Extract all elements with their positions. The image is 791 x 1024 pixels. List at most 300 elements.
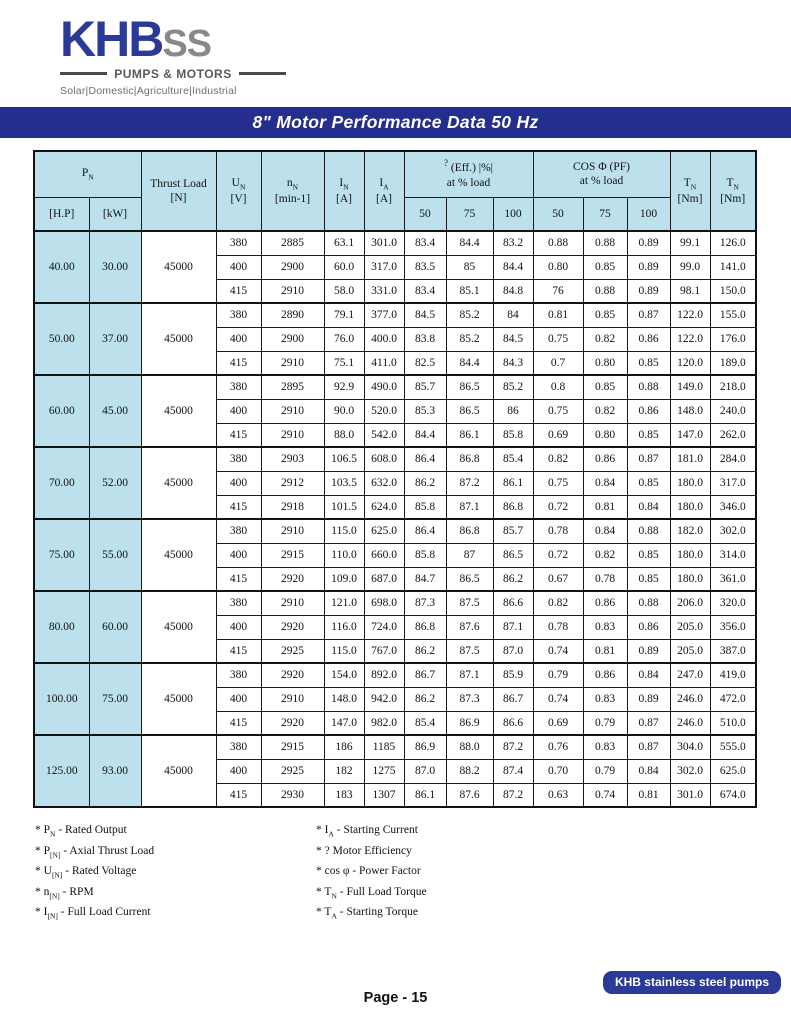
table-cell: 76 — [533, 279, 583, 303]
table-cell: 155.0 — [710, 303, 756, 327]
table-cell: 150.0 — [710, 279, 756, 303]
col-header-kw: [kW] — [89, 197, 141, 231]
table-cell: 121.0 — [324, 591, 364, 615]
table-cell: 0.79 — [583, 759, 627, 783]
table-cell: 45000 — [141, 735, 216, 807]
table-cell: 0.78 — [533, 615, 583, 639]
table-cell: 86.7 — [493, 687, 533, 711]
table-cell: 415 — [216, 783, 261, 807]
table-cell: 99.1 — [670, 231, 710, 255]
table-cell: 0.85 — [583, 303, 627, 327]
table-cell: 147.0 — [670, 423, 710, 447]
table-cell: 510.0 — [710, 711, 756, 735]
table-cell: 0.80 — [533, 255, 583, 279]
col-header-cos-50: 50 — [533, 197, 583, 231]
table-cell: 0.84 — [627, 495, 670, 519]
table-cell: 84.5 — [493, 327, 533, 351]
table-cell: 37.00 — [89, 303, 141, 375]
table-cell: 58.0 — [324, 279, 364, 303]
table-cell: 380 — [216, 375, 261, 399]
table-cell: 116.0 — [324, 615, 364, 639]
col-header-tn: $T_N$ [Nm] — [670, 151, 710, 231]
table-cell: 0.80 — [583, 423, 627, 447]
company-logo — [60, 11, 296, 97]
table-cell: 86.2 — [404, 687, 446, 711]
table-cell: 0.78 — [533, 519, 583, 543]
table-cell: 125.00 — [34, 735, 89, 807]
table-cell: 84.3 — [493, 351, 533, 375]
table-cell: 0.84 — [583, 519, 627, 543]
table-cell: 415 — [216, 351, 261, 375]
table-cell: 632.0 — [364, 471, 404, 495]
table-cell: 2910 — [261, 687, 324, 711]
table-cell: 674.0 — [710, 783, 756, 807]
footnote-item: * $n_{[N]}$ - RPM — [35, 885, 94, 900]
table-cell: 0.86 — [627, 327, 670, 351]
table-cell: 246.0 — [670, 687, 710, 711]
table-cell: 387.0 — [710, 639, 756, 663]
table-cell: 0.86 — [583, 663, 627, 687]
table-cell: 625.0 — [710, 759, 756, 783]
table-cell: 415 — [216, 639, 261, 663]
table-cell: 0.87 — [627, 447, 670, 471]
table-cell: 0.85 — [583, 255, 627, 279]
table-cell: 320.0 — [710, 591, 756, 615]
table-cell: 660.0 — [364, 543, 404, 567]
table-cell: 0.67 — [533, 567, 583, 591]
table-cell: 50.00 — [34, 303, 89, 375]
table-cell: 247.0 — [670, 663, 710, 687]
table-cell: 84 — [493, 303, 533, 327]
footnote-item: * $T_N$ - Full Load Torque — [316, 885, 427, 900]
col-header-ta: $T_N$ [Nm] — [710, 151, 756, 231]
table-cell: 625.0 — [364, 519, 404, 543]
table-body — [34, 231, 756, 807]
table-cell: 0.74 — [533, 687, 583, 711]
table-cell: 2885 — [261, 231, 324, 255]
table-cell: 45000 — [141, 663, 216, 735]
table-cell: 75.00 — [89, 663, 141, 735]
table-cell: 86.6 — [493, 591, 533, 615]
table-cell: 0.85 — [583, 375, 627, 399]
table-cell: 45000 — [141, 231, 216, 303]
performance-table — [33, 150, 757, 808]
table-cell: 0.72 — [533, 495, 583, 519]
table-cell: 75.1 — [324, 351, 364, 375]
table-cell: 361.0 — [710, 567, 756, 591]
table-cell: 380 — [216, 519, 261, 543]
table-cell: 0.83 — [583, 615, 627, 639]
col-header-eff-100: 100 — [493, 197, 533, 231]
table-cell: 98.1 — [670, 279, 710, 303]
table-cell: 86.9 — [446, 711, 493, 735]
table-cell: 377.0 — [364, 303, 404, 327]
table-cell: 93.00 — [89, 735, 141, 807]
brand-badge: KHB stainless steel pumps — [603, 971, 781, 994]
table-cell: 87.1 — [446, 495, 493, 519]
table-cell: 87.1 — [446, 663, 493, 687]
table-cell: 380 — [216, 591, 261, 615]
table-cell: 2910 — [261, 423, 324, 447]
table-cell: 0.84 — [627, 663, 670, 687]
table-cell: 85.4 — [493, 447, 533, 471]
table-cell: 205.0 — [670, 615, 710, 639]
table-cell: 176.0 — [710, 327, 756, 351]
table-cell: 154.0 — [324, 663, 364, 687]
col-header-nn: $n_N$ [min-1] — [261, 151, 324, 231]
table-cell: 2890 — [261, 303, 324, 327]
table-cell: 52.00 — [89, 447, 141, 519]
col-header-hp: [H.P] — [34, 197, 89, 231]
footnote-item: * cos φ - Power Factor — [316, 865, 421, 877]
table-cell: 85.1 — [446, 279, 493, 303]
table-row — [34, 663, 756, 687]
table-cell: 2910 — [261, 591, 324, 615]
table-cell: 101.5 — [324, 495, 364, 519]
table-cell: 0.81 — [583, 495, 627, 519]
table-cell: 85.2 — [446, 327, 493, 351]
table-cell: 380 — [216, 447, 261, 471]
col-header-efficiency: ? (Eff.) |%| at % load — [404, 151, 533, 197]
table-cell: 0.83 — [583, 735, 627, 759]
table-cell: 304.0 — [670, 735, 710, 759]
table-cell: 0.88 — [533, 231, 583, 255]
table-cell: 400 — [216, 543, 261, 567]
table-cell: 83.8 — [404, 327, 446, 351]
table-cell: 400 — [216, 327, 261, 351]
table-cell: 60.0 — [324, 255, 364, 279]
table-cell: 87.0 — [404, 759, 446, 783]
table-cell: 415 — [216, 567, 261, 591]
table-cell: 83.4 — [404, 279, 446, 303]
table-cell: 2903 — [261, 447, 324, 471]
table-cell: 0.86 — [627, 399, 670, 423]
table-cell: 0.88 — [583, 231, 627, 255]
table-cell: 0.8 — [533, 375, 583, 399]
table-cell: 87.1 — [493, 615, 533, 639]
footnotes-left — [35, 824, 316, 927]
table-cell: 92.9 — [324, 375, 364, 399]
table-cell: 84.8 — [493, 279, 533, 303]
table-cell: 415 — [216, 423, 261, 447]
table-cell: 86.7 — [404, 663, 446, 687]
table-cell: 2910 — [261, 351, 324, 375]
table-cell: 0.75 — [533, 471, 583, 495]
table-cell: 87.6 — [446, 783, 493, 807]
table-cell: 180.0 — [670, 495, 710, 519]
table-cell: 400 — [216, 759, 261, 783]
table-header — [34, 151, 756, 231]
table-cell: 86.8 — [446, 519, 493, 543]
logo-tagline-row — [60, 67, 286, 81]
table-cell: 84.4 — [446, 351, 493, 375]
table-cell: 380 — [216, 231, 261, 255]
col-header-pn: $P_N$ — [34, 151, 141, 197]
table-row — [34, 735, 756, 759]
footnote-item: * $P_N$ - Rated Output — [35, 824, 127, 839]
table-cell: 0.80 — [583, 351, 627, 375]
table-cell: 86.6 — [493, 711, 533, 735]
table-cell: 88.2 — [446, 759, 493, 783]
table-cell: 181.0 — [670, 447, 710, 471]
table-cell: 76.0 — [324, 327, 364, 351]
table-cell: 186 — [324, 735, 364, 759]
table-cell: 0.85 — [627, 567, 670, 591]
table-cell: 90.0 — [324, 399, 364, 423]
col-header-thrust: Thrust Load [N] — [141, 151, 216, 231]
table-cell: 45000 — [141, 375, 216, 447]
table-cell: 87.6 — [446, 615, 493, 639]
table-cell: 0.88 — [627, 519, 670, 543]
table-cell: 0.69 — [533, 423, 583, 447]
table-cell: 380 — [216, 663, 261, 687]
table-cell: 982.0 — [364, 711, 404, 735]
table-cell: 2925 — [261, 759, 324, 783]
footnote-item: * ? Motor Efficiency — [316, 844, 412, 857]
table-cell: 0.87 — [627, 735, 670, 759]
table-cell: 141.0 — [710, 255, 756, 279]
title-banner — [0, 107, 791, 138]
table-cell: 85.8 — [404, 543, 446, 567]
table-cell: 120.0 — [670, 351, 710, 375]
table-cell: 2900 — [261, 255, 324, 279]
table-cell: 0.81 — [533, 303, 583, 327]
table-cell: 2915 — [261, 735, 324, 759]
table-cell: 411.0 — [364, 351, 404, 375]
table-cell: 724.0 — [364, 615, 404, 639]
table-cell: 182 — [324, 759, 364, 783]
footnote-item: * $T_A$ - Starting Torque — [316, 906, 418, 921]
table-cell: 0.82 — [583, 327, 627, 351]
table-cell: 2920 — [261, 615, 324, 639]
table-cell: 86.8 — [404, 615, 446, 639]
table-cell: 75.00 — [34, 519, 89, 591]
table-cell: 86.1 — [404, 783, 446, 807]
table-cell: 2915 — [261, 543, 324, 567]
table-cell: 400 — [216, 687, 261, 711]
table-cell: 246.0 — [670, 711, 710, 735]
table-cell: 87.3 — [446, 687, 493, 711]
table-cell: 109.0 — [324, 567, 364, 591]
table-cell: 0.85 — [627, 351, 670, 375]
table-cell: 148.0 — [324, 687, 364, 711]
footnote-item: * $I_{[N]}$ - Full Load Current — [35, 906, 151, 921]
col-header-eff-50: 50 — [404, 197, 446, 231]
table-cell: 45000 — [141, 303, 216, 375]
table-cell: 86.4 — [404, 447, 446, 471]
table-cell: 240.0 — [710, 399, 756, 423]
table-cell: 0.89 — [627, 279, 670, 303]
table-cell: 85.9 — [493, 663, 533, 687]
logo-tagline: PUMPS & MOTORS — [114, 66, 232, 81]
table-cell: 86.5 — [446, 567, 493, 591]
table-cell: 0.7 — [533, 351, 583, 375]
table-cell: 85.2 — [493, 375, 533, 399]
table-row — [34, 519, 756, 543]
table-cell: 0.89 — [627, 255, 670, 279]
table-cell: 284.0 — [710, 447, 756, 471]
table-cell: 1275 — [364, 759, 404, 783]
table-cell: 520.0 — [364, 399, 404, 423]
table-cell: 148.0 — [670, 399, 710, 423]
table-cell: 2920 — [261, 663, 324, 687]
table-cell: 87.5 — [446, 591, 493, 615]
col-header-un: $U_N$ [V] — [216, 151, 261, 231]
table-cell: 82.5 — [404, 351, 446, 375]
table-cell: 400 — [216, 399, 261, 423]
table-cell: 106.5 — [324, 447, 364, 471]
table-cell: 331.0 — [364, 279, 404, 303]
tagline-left-rule — [60, 72, 107, 75]
table-cell: 317.0 — [364, 255, 404, 279]
table-cell: 0.87 — [627, 303, 670, 327]
table-cell: 86.1 — [493, 471, 533, 495]
table-cell: 85.7 — [493, 519, 533, 543]
table-cell: 0.75 — [533, 399, 583, 423]
table-cell: 40.00 — [34, 231, 89, 303]
table-cell: 0.86 — [583, 447, 627, 471]
table-cell: 0.87 — [627, 711, 670, 735]
col-header-eff-75: 75 — [446, 197, 493, 231]
table-cell: 0.72 — [533, 543, 583, 567]
table-cell: 88.0 — [446, 735, 493, 759]
table-cell: 0.85 — [627, 471, 670, 495]
table-cell: 942.0 — [364, 687, 404, 711]
table-cell: 189.0 — [710, 351, 756, 375]
table-cell: 0.81 — [627, 783, 670, 807]
table-cell: 183 — [324, 783, 364, 807]
table-cell: 0.63 — [533, 783, 583, 807]
col-header-in: $I_N$ [A] — [324, 151, 364, 231]
table-cell: 542.0 — [364, 423, 404, 447]
table-cell: 86 — [493, 399, 533, 423]
table-cell: 2910 — [261, 279, 324, 303]
table-cell: 490.0 — [364, 375, 404, 399]
table-cell: 100.00 — [34, 663, 89, 735]
table-cell: 301.0 — [670, 783, 710, 807]
table-cell: 2900 — [261, 327, 324, 351]
table-cell: 0.70 — [533, 759, 583, 783]
table-row — [34, 591, 756, 615]
table-cell: 99.0 — [670, 255, 710, 279]
table-cell: 687.0 — [364, 567, 404, 591]
footnotes-right — [316, 824, 616, 927]
col-header-cos-75: 75 — [583, 197, 627, 231]
table-cell: 79.1 — [324, 303, 364, 327]
table-cell: 115.0 — [324, 519, 364, 543]
table-cell: 0.88 — [583, 279, 627, 303]
table-cell: 419.0 — [710, 663, 756, 687]
table-cell: 892.0 — [364, 663, 404, 687]
table-cell: 149.0 — [670, 375, 710, 399]
table-cell: 2910 — [261, 519, 324, 543]
table-cell: 767.0 — [364, 639, 404, 663]
table-cell: 0.74 — [583, 783, 627, 807]
table-cell: 84.4 — [404, 423, 446, 447]
table-cell: 85.8 — [404, 495, 446, 519]
logo-industries: Solar|Domestic|Agriculture|Industrial — [60, 84, 237, 97]
table-cell: 45000 — [141, 519, 216, 591]
table-cell: 2930 — [261, 783, 324, 807]
table-cell: 0.78 — [583, 567, 627, 591]
table-cell: 0.82 — [583, 399, 627, 423]
table-cell: 45.00 — [89, 375, 141, 447]
table-cell: 0.89 — [627, 687, 670, 711]
table-cell: 0.79 — [583, 711, 627, 735]
table-cell: 400 — [216, 255, 261, 279]
logo-wordmark — [60, 11, 296, 67]
table-cell: 86.5 — [446, 375, 493, 399]
table-cell: 1307 — [364, 783, 404, 807]
table-cell: 80.00 — [34, 591, 89, 663]
table-cell: 317.0 — [710, 471, 756, 495]
table-cell: 415 — [216, 279, 261, 303]
table-cell: 0.85 — [627, 423, 670, 447]
table-cell: 2920 — [261, 711, 324, 735]
table-cell: 55.00 — [89, 519, 141, 591]
table-cell: 87.4 — [493, 759, 533, 783]
table-cell: 87 — [446, 543, 493, 567]
table-cell: 86.4 — [404, 519, 446, 543]
table-cell: 262.0 — [710, 423, 756, 447]
table-cell: 2918 — [261, 495, 324, 519]
table-cell: 180.0 — [670, 543, 710, 567]
table-cell: 85.2 — [446, 303, 493, 327]
table-cell: 0.88 — [627, 375, 670, 399]
table-cell: 0.89 — [627, 231, 670, 255]
table-cell: 86.8 — [446, 447, 493, 471]
table-cell: 85.4 — [404, 711, 446, 735]
table-cell: 2895 — [261, 375, 324, 399]
table-cell: 83.5 — [404, 255, 446, 279]
table-cell: 0.76 — [533, 735, 583, 759]
table-cell: 0.82 — [583, 543, 627, 567]
table-cell: 86.2 — [493, 567, 533, 591]
table-cell: 0.89 — [627, 639, 670, 663]
table-cell: 380 — [216, 735, 261, 759]
table-cell: 1185 — [364, 735, 404, 759]
table-cell: 86.2 — [404, 639, 446, 663]
table-cell: 2920 — [261, 567, 324, 591]
table-cell: 2910 — [261, 399, 324, 423]
table-cell: 122.0 — [670, 303, 710, 327]
table-cell: 2925 — [261, 639, 324, 663]
table-cell: 45000 — [141, 447, 216, 519]
table-cell: 87.2 — [493, 783, 533, 807]
table-cell: 0.82 — [533, 591, 583, 615]
table-cell: 0.85 — [627, 543, 670, 567]
table-cell: 85.7 — [404, 375, 446, 399]
table-cell: 83.2 — [493, 231, 533, 255]
logo-brand-suffix: SS — [162, 23, 212, 65]
table-cell: 180.0 — [670, 471, 710, 495]
col-header-cos-100: 100 — [627, 197, 670, 231]
footnote-item: * $U_{[N]}$ - Rated Voltage — [35, 865, 137, 880]
tagline-right-rule — [239, 72, 286, 75]
table-cell: 356.0 — [710, 615, 756, 639]
table-cell: 87.5 — [446, 639, 493, 663]
table-cell: 84.7 — [404, 567, 446, 591]
table-cell: 218.0 — [710, 375, 756, 399]
table-cell: 0.83 — [583, 687, 627, 711]
table-cell: 147.0 — [324, 711, 364, 735]
table-cell: 86.5 — [493, 543, 533, 567]
page-title: 8" Motor Performance Data 50 Hz — [252, 112, 539, 132]
table-cell: 60.00 — [89, 591, 141, 663]
table-cell: 122.0 — [670, 327, 710, 351]
table-cell: 45000 — [141, 591, 216, 663]
table-cell: 87.2 — [446, 471, 493, 495]
